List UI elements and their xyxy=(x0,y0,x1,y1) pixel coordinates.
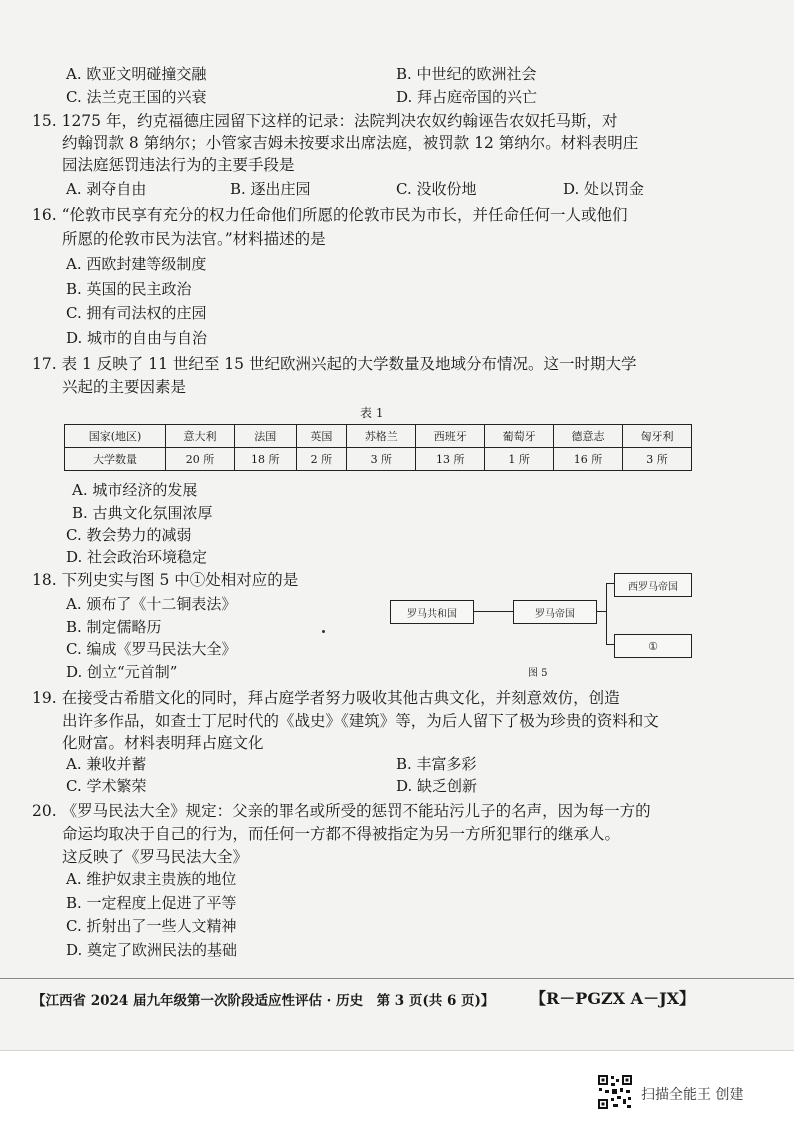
speck xyxy=(322,630,325,633)
table-cell: 18 所 xyxy=(234,448,296,471)
q18-option-c: C. 编成《罗马民法大全》 xyxy=(66,640,237,658)
q19-stem-line1: 19. 在接受古希腊文化的同时，拜占庭学者努力吸收其他古典文化，并刻意效仿，创造 xyxy=(32,689,620,707)
box-blank-1: ① xyxy=(614,634,692,658)
connector-line xyxy=(606,583,607,645)
footer-divider xyxy=(0,978,794,979)
connector-line xyxy=(606,644,614,645)
q17-option-a: A. 城市经济的发展 xyxy=(72,481,198,499)
q20-stem-line2: 命运均取决于自己的行为，而任何一方都不得被指定为另一方所犯罪行的继承人。 xyxy=(62,825,621,843)
q20-option-d: D. 奠定了欧洲民法的基础 xyxy=(66,941,238,959)
q15-option-d: D. 处以罚金 xyxy=(563,180,645,198)
q17-option-c: C. 教会势力的减弱 xyxy=(66,526,192,544)
q15-option-a: A. 剥夺自由 xyxy=(66,180,147,198)
table-header-cell: 德意志 xyxy=(554,425,623,448)
q19-stem-line2: 出许多作品，如查士丁尼时代的《战史》《建筑》等，为后人留下了极为珍贵的资料和文 xyxy=(62,712,659,730)
q17-stem-line2: 兴起的主要因素是 xyxy=(62,378,187,396)
connector-line xyxy=(473,611,513,612)
table-cell: 16 所 xyxy=(554,448,623,471)
table-header-cell: 西班牙 xyxy=(416,425,485,448)
table-caption: 表 1 xyxy=(360,406,384,420)
table-cell: 3 所 xyxy=(622,448,691,471)
scanner-watermark: 扫描全能王 创建 xyxy=(641,1087,744,1103)
connector-line xyxy=(596,611,606,612)
table-row xyxy=(65,448,692,471)
q17-stem-line1: 17. 表 1 反映了 11 世纪至 15 世纪欧洲兴起的大学数量及地域分布情况。这一时期大学 xyxy=(32,355,637,373)
table-cell: 1 所 xyxy=(485,448,554,471)
q18-option-d: D. 创立“元首制” xyxy=(66,663,178,681)
box-western-roman-empire: 西罗马帝国 xyxy=(614,573,692,597)
table-cell: 13 所 xyxy=(416,448,485,471)
table-cell: 2 所 xyxy=(296,448,347,471)
q14-option-b: B. 中世纪的欧洲社会 xyxy=(396,65,537,83)
qr-code-icon xyxy=(597,1074,633,1110)
table-header-row xyxy=(65,425,692,448)
q14-option-d: D. 拜占庭帝国的兴亡 xyxy=(396,88,538,106)
connector-line xyxy=(606,583,614,584)
q20-stem-line1: 20. 《罗马民法大全》规定：父亲的罪名或所受的惩罚不能玷污儿子的名声，因为每一方的 xyxy=(32,802,651,820)
q16-stem-line1: 16. “伦敦市民享有充分的权力任命他们所愿的伦敦市民为市长，并任命任何一人或他们 xyxy=(32,206,628,224)
q16-stem-line2: 所愿的伦敦市民为法官。”材料描述的是 xyxy=(62,230,326,248)
q18-option-a: A. 颁布了《十二铜表法》 xyxy=(66,595,237,613)
table-cell: 20 所 xyxy=(166,448,235,471)
table-cell: 3 所 xyxy=(347,448,416,471)
q15-stem-line1: 15. 1275 年，约克福德庄园留下这样的记录：法院判决农奴约翰诬告农奴托马斯，对 xyxy=(32,112,618,130)
q18-option-b: B. 制定儒略历 xyxy=(66,618,162,636)
q16-option-c: C. 拥有司法权的庄园 xyxy=(66,304,207,322)
q14-option-c: C. 法兰克王国的兴衰 xyxy=(66,88,207,106)
footer-right-code: 【R－PGZX A－JX】 xyxy=(530,989,696,1008)
box-roman-empire: 罗马帝国 xyxy=(513,600,597,624)
table-header-cell: 意大利 xyxy=(166,425,235,448)
q15-option-b: B. 逐出庄园 xyxy=(230,180,311,198)
q20-option-b: B. 一定程度上促进了平等 xyxy=(66,894,237,912)
q15-stem-line2: 约翰罚款 8 第纳尔；小管家吉姆未按要求出席法庭，被罚款 12 第纳尔。材料表明庄 xyxy=(62,134,639,152)
table-header-cell: 国家(地区) xyxy=(65,425,166,448)
table-header-cell: 匈牙利 xyxy=(622,425,691,448)
table-header-cell: 法国 xyxy=(234,425,296,448)
table-header-cell: 英国 xyxy=(296,425,347,448)
q17-option-b: B. 古典文化氛围浓厚 xyxy=(72,504,213,522)
figure-caption: 图 5 xyxy=(528,668,548,679)
q18-stem: 18. 下列史实与图 5 中①处相对应的是 xyxy=(32,571,299,589)
q19-option-b: B. 丰富多彩 xyxy=(396,755,477,773)
q16-option-b: B. 英国的民主政治 xyxy=(66,280,192,298)
q19-stem-line3: 化财富。材料表明拜占庭文化 xyxy=(62,734,264,752)
q19-option-a: A. 兼收并蓄 xyxy=(66,755,147,773)
box-roman-republic: 罗马共和国 xyxy=(390,600,474,624)
university-table xyxy=(64,424,692,471)
q15-stem-line3: 园法庭惩罚违法行为的主要手段是 xyxy=(62,156,295,174)
q20-option-a: A. 维护奴隶主贵族的地位 xyxy=(66,870,237,888)
table-header-cell: 苏格兰 xyxy=(347,425,416,448)
table-header-cell: 葡萄牙 xyxy=(485,425,554,448)
q17-option-d: D. 社会政治环境稳定 xyxy=(66,548,208,566)
q16-option-d: D. 城市的自由与自治 xyxy=(66,329,208,347)
q20-stem-line3: 这反映了《罗马民法大全》 xyxy=(62,848,249,866)
q15-option-c: C. 没收份地 xyxy=(396,180,477,198)
footer-left: 【江西省 2024 届九年级第一次阶段适应性评估 · 历史 第 3 页(共 6 页)】 xyxy=(32,993,495,1009)
q20-option-c: C. 折射出了一些人文精神 xyxy=(66,917,237,935)
q19-option-d: D. 缺乏创新 xyxy=(396,777,478,795)
table-cell: 大学数量 xyxy=(65,448,166,471)
q16-option-a: A. 西欧封建等级制度 xyxy=(66,255,207,273)
q19-option-c: C. 学术繁荣 xyxy=(66,777,147,795)
q14-option-a: A. 欧亚文明碰撞交融 xyxy=(66,65,207,83)
